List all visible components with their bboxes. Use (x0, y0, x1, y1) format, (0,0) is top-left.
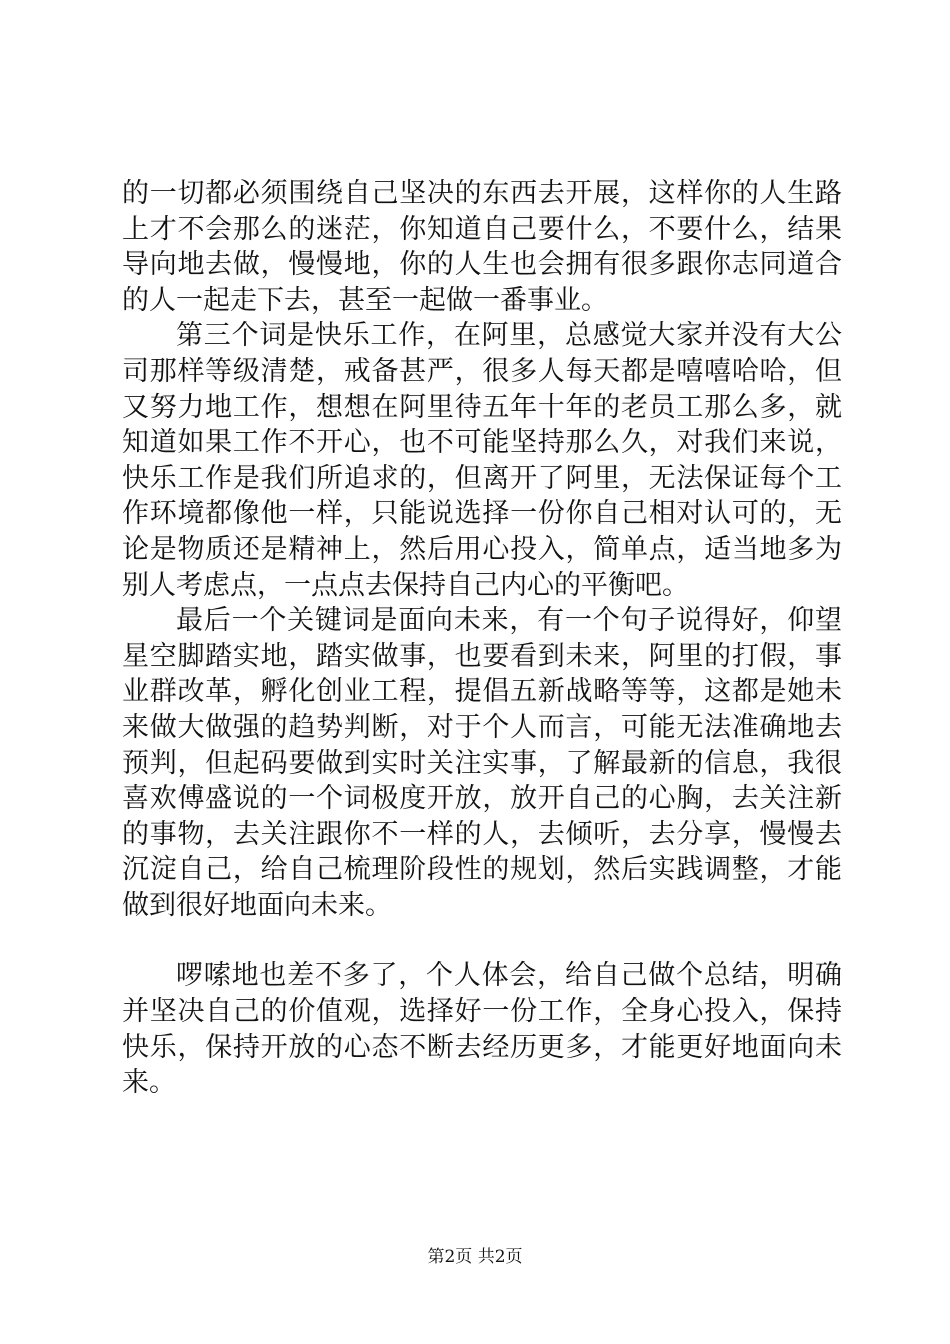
paragraph-summary: 啰嗦地也差不多了，个人体会，给自己做个总结，明确并坚决自己的价值观，选择好一份工作，全身心投入，保持快乐，保持开放的心态不断去经历更多，才能更好地面向未来。 (122, 960, 842, 1099)
paragraph-spacer (122, 923, 842, 958)
paragraph-face-future: 最后一个关键词是面向未来，有一个句子说得好，仰望星空脚踏实地，踏实做事，也要看到未来，阿里的打假，事业群改革，孵化创业工程，提倡五新战略等等，这都是她未来做大做强的趋势判断，对于个人而言，可能无法准确地去预判，但起码要做到实时关注实事，了解最新的信息，我很喜欢傅盛说的一个词极度开放，放开自己的心胸，去关注新的事物，去关注跟你不一样的人，去倾听，去分享，慢慢去沉淀自己，给自己梳理阶段性的规划，然后实践调整，才能做到很好地面向未来。 (122, 605, 842, 921)
document-body (122, 176, 842, 1101)
paragraph-continued: 的一切都必须围绕自己坚决的东西去开展，这样你的人生路上才不会那么的迷茫，你知道自己要什么，不要什么，结果导向地去做，慢慢地，你的人生也会拥有很多跟你志同道合的人一起走下去，甚至一起做一番事业。 (122, 178, 842, 316)
page-footer: 第2页 共2页 (427, 1247, 523, 1267)
paragraph-happy-work: 第三个词是快乐工作，在阿里，总感觉大家并没有大公司那样等级清楚，戒备甚严，很多人每天都是嘻嘻哈哈，但又努力地工作，想想在阿里待五年十年的老员工那么多，就知道如果工作不开心，也不可能坚持那么久，对我们来说，快乐工作是我们所追求的，但离开了阿里，无法保证每个工作环境都像他一样，只能说选择一份你自己相对认可的，无论是物质还是精神上，然后用心投入，简单点，适当地多为别人考虑点，一点点去保持自己内心的平衡吧。 (122, 320, 842, 601)
